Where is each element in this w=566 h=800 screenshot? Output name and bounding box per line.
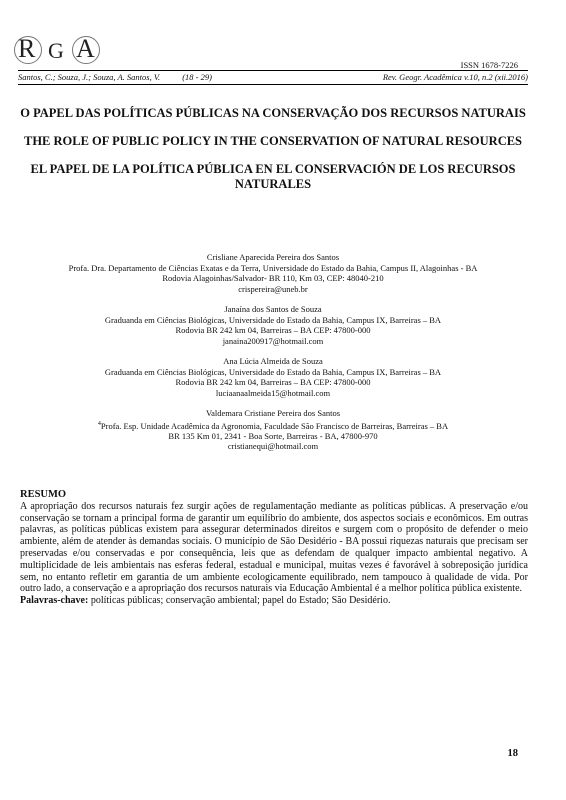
footnote-marker: 4 <box>97 420 101 427</box>
author-name: Crisliane Aparecida Pereira dos Santos <box>206 252 340 262</box>
author-entry <box>20 356 526 398</box>
author-affiliation: Graduanda em Ciências Biológicas, Universidade do Estado da Bahia, Campus IX, Barreiras – BA <box>104 314 442 325</box>
author-affiliation: $^4$Profa. Esp. Unidade Acadêmica da Agronomia, Faculdade São Francisco de Barreiras, Barreiras – BA <box>97 420 449 431</box>
title-english: THE ROLE OF PUBLIC POLICY IN THE CONSERVATION OF NATURAL RESOURCES <box>23 134 523 148</box>
author-address: Rodovia Alagoinhas/Salvador- BR 110, Km 03, CEP: 48040-210 <box>162 273 384 283</box>
journal-citation: Rev. Geogr. Acadêmica v.10, n.2 (xii.2016) <box>382 72 528 82</box>
author-entry <box>20 304 526 346</box>
title-spanish: EL PAPEL DE LA POLÍTICA PÚBLICA EN EL CONSERVACIÓN DE LOS RECURSOS NATURALES <box>30 162 516 191</box>
author-affiliation: Graduanda em Ciências Biológicas, Universidade do Estado da Bahia, Campus IX, Barreiras – BA <box>104 366 442 377</box>
running-header <box>18 72 528 82</box>
author-email: luciaanaalmeida15@hotmail.com <box>215 387 331 398</box>
running-authors: Santos, C.; Souza, J.; Souza, A. Santos, V. <box>18 72 161 82</box>
title-block <box>20 106 526 200</box>
keywords-label: Palavras-chave: <box>20 595 89 607</box>
logo-letter: G <box>48 38 64 63</box>
keywords <box>20 595 528 607</box>
author-address: BR 135 Km 01, 2341 - Boa Sorte, Barreiras - BA, 47800-970 <box>168 430 378 441</box>
author-address: Rodovia BR 242 km 04, Barreiras – BA CEP: 47800-000 <box>175 377 371 387</box>
abstract-section <box>20 489 528 607</box>
abstract-heading: RESUMO <box>20 489 67 500</box>
author-name: Janaína dos Santos de Souza <box>224 304 322 314</box>
author-list <box>20 252 526 462</box>
author-email: janaina200917@hotmail.com <box>222 335 324 346</box>
page-number: 18 <box>507 748 518 759</box>
author-entry <box>20 252 526 294</box>
author-entry <box>20 408 526 452</box>
header-rule <box>18 70 528 71</box>
author-name: Valdemara Cristiane Pereira dos Santos <box>205 408 341 418</box>
author-email: crispereira@uneb.br <box>238 283 308 294</box>
author-affiliation: Profa. Dra. Departamento de Ciências Exatas e da Terra, Universidade do Estado da Bahia, Campus II, Alagoinhas - BA <box>68 262 478 273</box>
page-range: (18 - 29) <box>182 72 212 82</box>
keywords-list: políticas públicas; conservação ambiental; papel do Estado; São Desidério. <box>90 595 391 607</box>
header-rule <box>18 84 528 85</box>
logo-letter: A <box>76 34 95 63</box>
author-address: Rodovia BR 242 km 04, Barreiras – BA CEP: 47800-000 <box>175 325 371 335</box>
abstract-body: A apropriação dos recursos naturais fez surgir ações de regulamentação mediante as políticas públicas. A preservação e/ou conservação se tornam a principal forma de garantir um equilíbrio do ambiente, dos aspectos sociais e econômicos. Em outras palavras, as políticas públicas existem para assegurar determinados direitos e surgem com o propósito de defender o meio ambiente, além de atender às demandas sociais. O município de São Desidério - BA possui riquezas naturais que precisam ser preservadas e/ou conservadas e por consequência, leis que as defendam de qualquer impacto ambiental negativo. A multiplicidade de leis ambientais nas esferas federal, estadual e municipal, muitas vezes é favorável à sobreposição jurídica sem, no entanto refletir em garantia de um ambiente ecologicamente equilibrado, nem tampouco à qualidade de vida. Por outro lado, a conservação e a apropriação dos recursos naturais via Educação Ambiental é a melhor política pública existente. <box>20 500 528 595</box>
title-portuguese: O PAPEL DAS POLÍTICAS PÚBLICAS NA CONSERVAÇÃO DOS RECURSOS NATURAIS <box>20 106 526 120</box>
journal-logo <box>14 34 132 68</box>
author-name: Ana Lúcia Almeida de Souza <box>223 356 323 366</box>
issn: ISSN 1678-7226 <box>460 60 518 70</box>
author-email: cristianequi@hotmail.com <box>227 441 319 452</box>
logo-letter: R <box>18 34 36 63</box>
